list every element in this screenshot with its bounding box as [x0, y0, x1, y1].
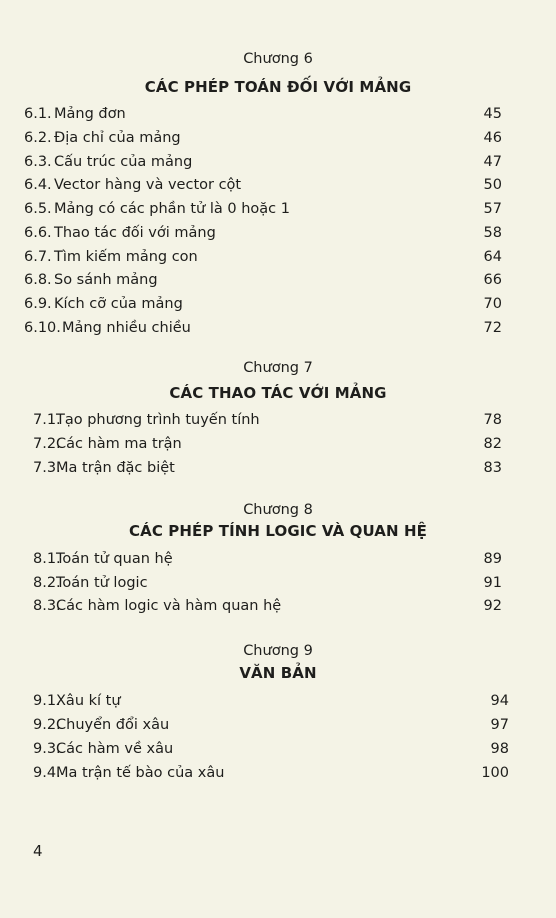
entry-page: 97 [490, 717, 509, 733]
entry-page: 46 [483, 130, 502, 146]
chapter-8-title: CÁC PHÉP TÍNH LOGIC VÀ QUAN HỆ [129, 522, 427, 540]
entry-page: 64 [483, 249, 502, 265]
toc-entry [33, 693, 509, 713]
entry-title: Mảng nhiều chiều [62, 320, 191, 336]
entry-title: Vector hàng và vector cột [54, 177, 242, 193]
toc-entry [24, 272, 502, 292]
entry-number: 6.8. [24, 272, 52, 288]
entry-title: Toán tử logic [56, 575, 148, 591]
chapter-6-title: CÁC PHÉP TOÁN ĐỐI VỚI MẢNG [144, 78, 412, 96]
entry-page: 100 [481, 765, 509, 781]
entry-title: Toán tử quan hệ [56, 551, 173, 567]
entry-page: 94 [490, 693, 509, 709]
page-number: 4 [33, 842, 43, 860]
entry-page: 57 [483, 201, 502, 217]
entry-number: 6.1. [24, 106, 52, 122]
entry-page: 92 [483, 598, 502, 614]
toc-entry [24, 177, 502, 197]
toc-entry [24, 154, 502, 174]
entry-page: 66 [483, 272, 502, 288]
toc-entry [33, 575, 502, 595]
entry-number: 8.1. [33, 551, 61, 567]
entry-number: 7.2. [33, 436, 61, 452]
entry-title: Các hàm về xâu [56, 741, 174, 757]
entry-number: 8.2. [33, 575, 61, 591]
entry-number: 6.3. [24, 154, 52, 170]
entry-title: Kích cỡ của mảng [54, 296, 183, 312]
entry-number: 6.6. [24, 225, 52, 241]
toc-entry [33, 551, 502, 571]
chapter-9-title: VĂN BẢN [239, 664, 317, 682]
toc-entry [33, 765, 509, 785]
entry-title: Tạo phương trình tuyến tính [56, 412, 260, 428]
entry-number: 6.10. [24, 320, 61, 336]
toc-entry [33, 741, 509, 761]
entry-number: 6.5. [24, 201, 52, 217]
toc-entry [33, 412, 502, 432]
entry-title: Thao tác đối với mảng [54, 225, 216, 241]
entry-page: 47 [483, 154, 502, 170]
entry-page: 83 [483, 460, 502, 476]
toc-entry [24, 296, 502, 316]
chapter-7-label: Chương 7 [243, 360, 313, 376]
entry-page: 72 [483, 320, 502, 336]
entry-title: Tìm kiếm mảng con [54, 249, 198, 265]
chapter-7-title: CÁC THAO TÁC VỚI MẢNG [169, 384, 387, 402]
entry-title: Mảng có các phần tử là 0 hoặc 1 [54, 201, 290, 217]
toc-entry [24, 320, 502, 340]
toc-entry [24, 130, 502, 150]
entry-page: 91 [483, 575, 502, 591]
toc-entry [33, 460, 502, 480]
toc-entry [24, 249, 502, 269]
entry-title: Các hàm ma trận [56, 436, 182, 452]
entry-page: 50 [483, 177, 502, 193]
entry-number: 6.4. [24, 177, 52, 193]
entry-title: Ma trận tế bào của xâu [56, 765, 225, 781]
entry-number: 8.3. [33, 598, 61, 614]
entry-title: Các hàm logic và hàm quan hệ [56, 598, 282, 614]
entry-number: 6.7. [24, 249, 52, 265]
entry-number: 9.1. [33, 693, 61, 709]
entry-number: 9.4. [33, 765, 61, 781]
entry-number: 7.3. [33, 460, 61, 476]
entry-page: 89 [483, 551, 502, 567]
entry-title: Xâu kí tự [56, 693, 121, 709]
toc-entry [24, 106, 502, 126]
toc-entry [33, 436, 502, 456]
chapter-9-label: Chương 9 [243, 643, 313, 659]
entry-page: 58 [483, 225, 502, 241]
toc-entry [33, 598, 502, 618]
entry-title: Mảng đơn [54, 106, 126, 122]
entry-page: 78 [483, 412, 502, 428]
entry-page: 98 [490, 741, 509, 757]
entry-number: 6.2. [24, 130, 52, 146]
entry-page: 45 [483, 106, 502, 122]
entry-title: Chuyển đổi xâu [56, 717, 170, 733]
toc-entry [24, 225, 502, 245]
entry-title: Cấu trúc của mảng [54, 154, 193, 170]
entry-number: 9.3. [33, 741, 61, 757]
entry-title: Ma trận đặc biệt [56, 460, 175, 476]
entry-title: Địa chỉ của mảng [54, 130, 181, 146]
entry-page: 70 [483, 296, 502, 312]
toc-entry [24, 201, 502, 221]
entry-number: 9.2. [33, 717, 61, 733]
chapter-6-label: Chương 6 [243, 51, 313, 67]
chapter-8-label: Chương 8 [243, 502, 313, 518]
toc-entry [33, 717, 509, 737]
entry-page: 82 [483, 436, 502, 452]
entry-title: So sánh mảng [54, 272, 158, 288]
entry-number: 6.9. [24, 296, 52, 312]
entry-number: 7.1. [33, 412, 61, 428]
